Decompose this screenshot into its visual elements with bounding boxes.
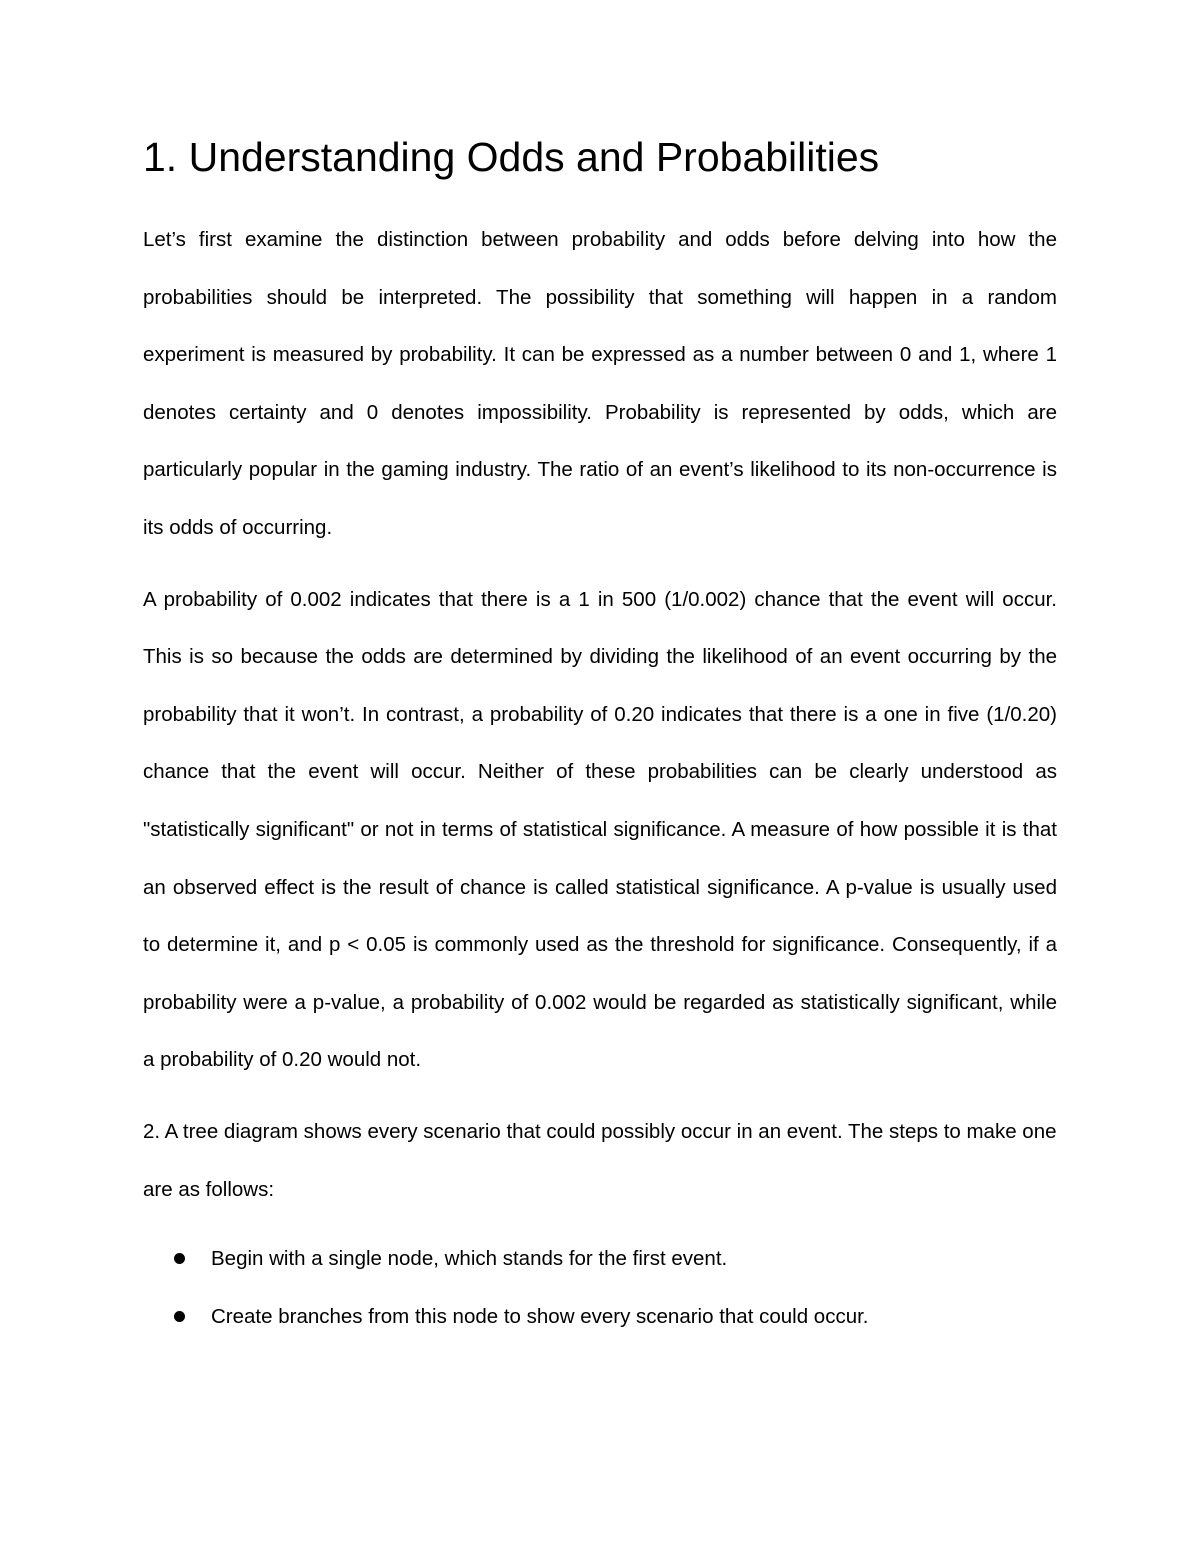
bullet-item — [143, 1288, 1057, 1346]
bullet-dot-icon — [174, 1311, 185, 1322]
bullet-text: Begin with a single node, which stands for the first event. — [211, 1247, 728, 1271]
document-body — [143, 134, 1057, 1346]
bullet-text: Create branches from this node to show every scenario that could occur. — [211, 1305, 869, 1329]
section-1-paragraph-1: Let’s first examine the distinction between probability and odds before delving into how the probabilities should be interpreted. The possibility that something will happen in a random experiment is measured by probability. It can be expressed as a number between 0 and 1, where 1 denotes certainty and 0 denotes impossibility. Probability is represented by odds, which are particularly popular in the gaming industry. The ratio of an event’s likelihood to its non-occurrence is its odds of occurring. — [143, 228, 1057, 539]
bullet-item — [143, 1230, 1057, 1288]
section-1-paragraph-2: A probability of 0.002 indicates that there is a 1 in 500 (1/0.002) chance that the event will occur. This is so because the odds are determined by dividing the likelihood of an event occurring by the probability that it won’t. In contrast, a probability of 0.20 indicates that there is a one in five (1/0.20) chance that the event will occur. Neither of these probabilities can be clearly understood as "statistically significant" or not in terms of statistical significance. A measure of how possible it is that an observed effect is the result of chance is called statistical significance. A p-value is usually used to determine it, and p < 0.05 is commonly used as the threshold for significance. Consequently, if a probability were a p-value, a probability of 0.002 would be regarded as statistically significant, while a probability of 0.20 would not. — [143, 587, 1057, 1072]
section-1-heading: 1. Understanding Odds and Probabilities — [143, 134, 880, 180]
bullet-dot-icon — [174, 1253, 185, 1264]
section-2-intro: 2. A tree diagram shows every scenario that could possibly occur in an event. The steps to make one are as follows: — [143, 1119, 1057, 1201]
steps-bullet-list — [143, 1230, 1057, 1346]
